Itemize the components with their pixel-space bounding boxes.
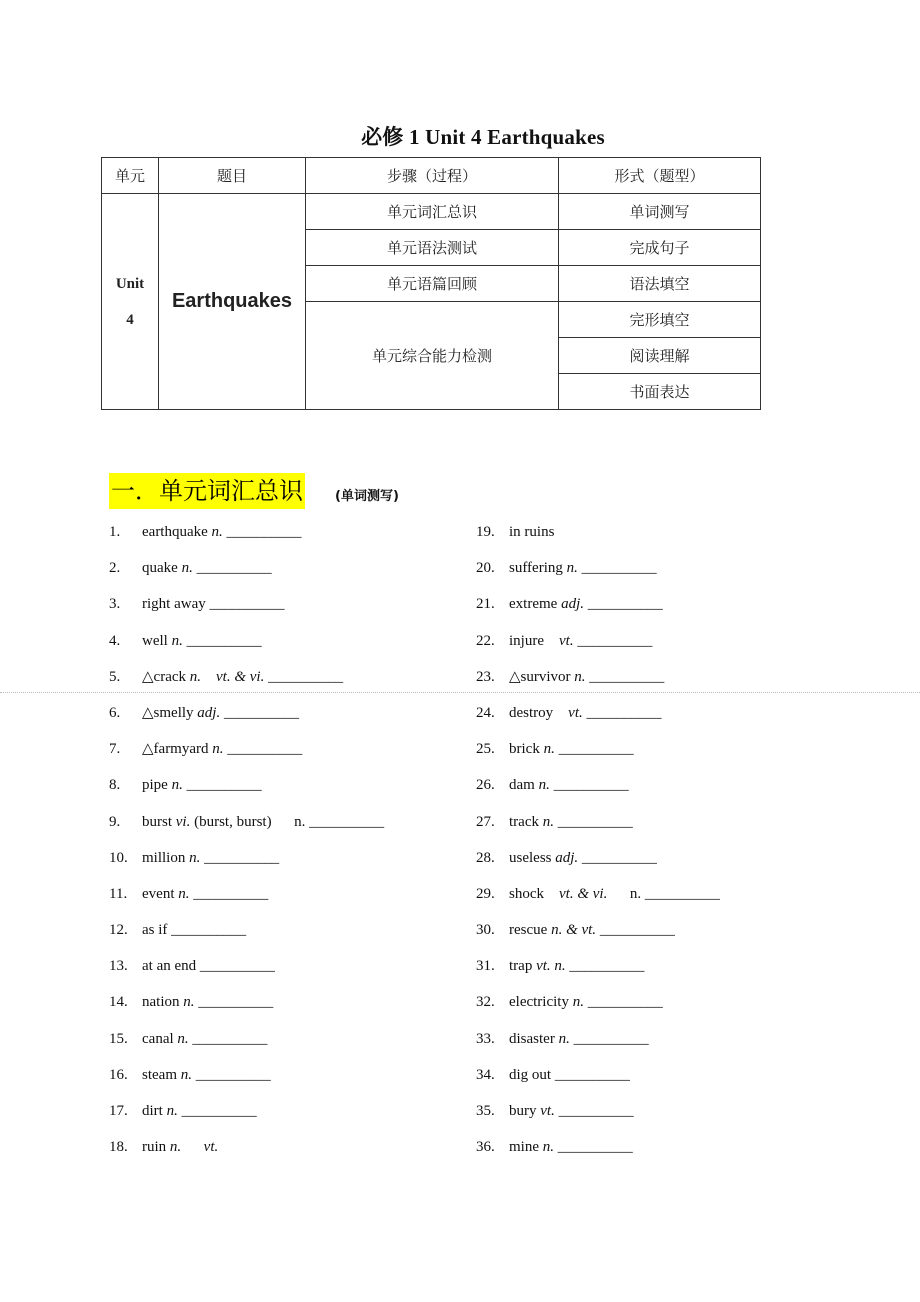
vocab-text (142, 806, 384, 842)
part-of-speech: vt. (559, 632, 574, 649)
part-of-speech: n. (183, 994, 195, 1011)
unit-cell (102, 194, 159, 410)
part-of-speech: n. (178, 885, 190, 902)
vocab-word: shock (509, 885, 559, 902)
answer-blank: __________ (577, 560, 657, 577)
vocab-text (142, 1131, 218, 1167)
vocab-word: nation (142, 994, 184, 1011)
vocab-word: track (509, 813, 543, 830)
answer-blank: __________ (264, 668, 344, 685)
vocab-number: 17. (109, 1103, 128, 1119)
vocab-word: brick (509, 741, 544, 758)
vocab-text (142, 769, 262, 805)
answer-blank: __________ (194, 994, 274, 1011)
answer-blank: __________ (573, 632, 653, 649)
answer-blank: __________ (182, 777, 262, 794)
vocab-text (509, 1131, 633, 1167)
form-cell: 书面表达 (559, 374, 761, 410)
vocab-text (142, 625, 262, 661)
vocab-word: right away (142, 596, 210, 613)
vocab-number: 16. (109, 1066, 128, 1083)
vocab-item (109, 950, 384, 986)
section-heading: 一．单元词汇总识 (109, 473, 305, 509)
answer-blank: __________ (209, 596, 285, 613)
answer-blank: __________ (583, 994, 663, 1011)
vocab-item (109, 914, 384, 950)
part-of-speech: n. (177, 1030, 189, 1047)
vocab-item (109, 552, 384, 588)
vocab-item (476, 588, 720, 624)
vocab-word: electricity (509, 994, 573, 1011)
vocab-item (476, 950, 720, 986)
vocab-number: 14. (109, 994, 128, 1011)
part-of-speech: n. (166, 1103, 178, 1119)
answer-blank: __________ (554, 1103, 634, 1119)
part-of-speech: adj. (561, 596, 584, 613)
vocab-column-right (476, 516, 720, 1167)
vocab-word: dam (509, 777, 539, 794)
vocab-text (142, 588, 284, 624)
vocab-text (142, 1059, 271, 1095)
vocab-item (109, 625, 384, 661)
vocab-text (509, 588, 663, 624)
vocab-word: dig out (509, 1066, 555, 1083)
form-cell: 完形填空 (559, 302, 761, 338)
vocab-text (509, 769, 629, 805)
vocab-text (509, 878, 720, 914)
topic-cell: Earthquakes (159, 194, 306, 410)
answer-blank: __________ (554, 1066, 630, 1083)
part-of-speech: n. (543, 741, 555, 758)
vocab-item (109, 588, 384, 624)
vocab-number: 22. (476, 632, 495, 649)
vocab-word: earthquake (142, 524, 212, 540)
vocab-number: 28. (476, 849, 495, 866)
header-cell: 题目 (159, 158, 306, 194)
vocab-item (476, 697, 720, 733)
header-cell: 形式（题型） (559, 158, 761, 194)
vocab-word: canal (142, 1030, 178, 1047)
answer-blank: __________ (199, 958, 275, 975)
answer-blank: __________ (222, 524, 302, 540)
part-of-speech: n. (572, 994, 584, 1011)
vocab-text (142, 552, 272, 588)
unit-label: Unit (115, 275, 145, 292)
unit-plan-table (101, 157, 761, 410)
vocab-text (509, 806, 633, 842)
answer-blank: (burst, burst) n. __________ (190, 813, 385, 830)
answer-blank: __________ (583, 596, 663, 613)
vocab-number: 19. (476, 524, 495, 540)
vocab-word: trap (509, 958, 537, 975)
vocab-number: 23. (476, 668, 495, 685)
vocab-text (509, 950, 644, 986)
vocab-number: 32. (476, 994, 495, 1011)
vocab-item (476, 552, 720, 588)
vocab-word: well (142, 632, 172, 649)
table-header-row (102, 158, 761, 194)
vocab-text (142, 1023, 267, 1059)
part-of-speech: vt. (540, 1103, 555, 1119)
vocab-word: △survivor (509, 668, 575, 685)
part-of-speech: n. vt. & vi. (189, 668, 265, 685)
vocab-word: in ruins (509, 524, 555, 540)
vocab-text (509, 552, 657, 588)
part-of-speech: n. (189, 849, 201, 866)
vocab-item (109, 878, 384, 914)
vocab-item (476, 769, 720, 805)
vocab-item (476, 733, 720, 769)
part-of-speech: vt. & vi. (559, 885, 608, 902)
unit-number: 4 (126, 311, 134, 328)
vocab-word: event (142, 885, 179, 902)
vocab-number: 30. (476, 922, 495, 939)
part-of-speech: n. (542, 1139, 554, 1156)
vocab-word: suffering (509, 560, 567, 577)
answer-blank: __________ (171, 922, 247, 939)
vocab-item (109, 769, 384, 805)
answer-blank: __________ (177, 1103, 257, 1119)
header-cell: 单元 (102, 158, 159, 194)
part-of-speech: adj. (197, 704, 221, 721)
vocab-item (109, 697, 384, 733)
vocab-word: △farmyard (142, 741, 213, 758)
vocab-word: dirt (142, 1103, 167, 1119)
vocab-text (509, 1023, 649, 1059)
vocab-word: extreme (509, 596, 562, 613)
vocab-text (509, 986, 663, 1022)
vocab-word: pipe (142, 777, 172, 794)
part-of-speech: n. & vt. (551, 922, 597, 939)
vocab-number: 7. (109, 741, 121, 758)
vocab-text (509, 516, 554, 552)
vocab-item (109, 806, 384, 842)
vocab-text (142, 950, 275, 986)
vocab-number: 29. (476, 885, 495, 902)
vocab-text (509, 661, 664, 697)
vocab-number: 4. (109, 632, 121, 649)
part-of-speech: n. (558, 1030, 570, 1047)
part-of-speech: n. (181, 560, 193, 577)
part-of-speech: vt. (568, 704, 583, 721)
answer-blank: __________ (582, 704, 662, 721)
vocab-word: injure (509, 632, 559, 649)
answer-blank: __________ (554, 741, 634, 758)
vocab-column-left (109, 516, 384, 1167)
answer-blank: __________ (565, 958, 645, 975)
vocab-text (142, 1095, 257, 1131)
step-cell: 单元词汇总识 (306, 194, 559, 230)
vocab-number: 1. (109, 524, 121, 540)
answer-blank: __________ (554, 1139, 633, 1156)
vocab-text (509, 697, 662, 733)
vocab-number: 15. (109, 1030, 128, 1047)
vocab-item (109, 1095, 384, 1131)
vocab-number: 20. (476, 560, 495, 577)
vocab-word: useless (509, 849, 556, 866)
header-cell: 步骤（过程） (306, 158, 559, 194)
vocab-item (476, 842, 720, 878)
vocab-number: 8. (109, 777, 121, 794)
vocab-text (509, 733, 634, 769)
answer-blank: __________ (189, 885, 269, 902)
form-cell: 完成句子 (559, 230, 761, 266)
step-cell: 单元语法测试 (306, 230, 559, 266)
vocab-number: 24. (476, 704, 495, 721)
part-of-speech: n. (542, 813, 554, 830)
vocab-number: 27. (476, 813, 495, 830)
vocab-word: as if (142, 922, 172, 939)
vocab-number: 33. (476, 1030, 495, 1047)
vocab-text (509, 842, 657, 878)
vocab-word: bury (509, 1103, 541, 1119)
answer-blank: __________ (578, 849, 657, 866)
answer-blank: __________ (188, 1030, 268, 1047)
vocab-item (476, 1059, 720, 1095)
vocab-text (142, 697, 299, 733)
vocab-item (109, 1059, 384, 1095)
answer-blank: __________ (223, 741, 303, 758)
answer-blank: __________ (192, 1066, 271, 1083)
vocab-item (109, 733, 384, 769)
part-of-speech: vi. (175, 813, 191, 830)
answer-blank: __________ (192, 560, 272, 577)
vocab-item (476, 878, 720, 914)
vocab-number: 34. (476, 1066, 495, 1083)
answer-blank: __________ (596, 922, 675, 939)
part-of-speech: n. (212, 741, 224, 758)
vocab-text (142, 986, 273, 1022)
vocab-number: 9. (109, 813, 121, 830)
vocab-item (109, 842, 384, 878)
part-of-speech: n. (538, 777, 550, 794)
vocab-number: 26. (476, 777, 495, 794)
vocab-word: steam (142, 1066, 181, 1083)
vocab-item (476, 661, 720, 697)
section-header (109, 473, 399, 509)
answer-blank: __________ (220, 704, 299, 721)
part-of-speech: adj. (555, 849, 579, 866)
vocab-number: 12. (109, 922, 128, 939)
vocab-number: 3. (109, 596, 121, 613)
part-of-speech: vt. n. (536, 958, 566, 975)
answer-blank: n. __________ (607, 885, 720, 902)
vocab-number: 13. (109, 958, 128, 975)
vocab-item (476, 1023, 720, 1059)
vocab-item (476, 914, 720, 950)
vocab-item (109, 516, 384, 552)
form-cell: 语法填空 (559, 266, 761, 302)
vocab-word: △crack (142, 668, 190, 685)
vocab-number: 31. (476, 958, 495, 975)
vocab-number: 21. (476, 596, 495, 613)
vocab-number: 18. (109, 1139, 128, 1156)
vocab-text (142, 733, 302, 769)
answer-blank: __________ (585, 668, 665, 685)
vocab-text (142, 878, 268, 914)
vocab-word: disaster (509, 1030, 559, 1047)
vocab-number: 35. (476, 1103, 495, 1119)
vocab-number: 25. (476, 741, 495, 758)
vocab-word: quake (142, 560, 182, 577)
part-of-speech: n. (211, 524, 223, 540)
answer-blank: __________ (553, 813, 633, 830)
vocab-number: 2. (109, 560, 121, 577)
vocab-item (476, 1095, 720, 1131)
answer-blank: __________ (549, 777, 629, 794)
vocab-item (476, 986, 720, 1022)
part-of-speech: n. (574, 668, 586, 685)
vocab-item (476, 625, 720, 661)
vocab-number: 6. (109, 704, 121, 721)
vocab-item (109, 1131, 384, 1167)
vocab-text (509, 1059, 630, 1095)
vocab-word: mine (509, 1139, 543, 1156)
vocab-word: △smelly (142, 704, 198, 721)
answer-blank: __________ (569, 1030, 649, 1047)
vocab-text (509, 1095, 634, 1131)
part-of-speech: n. (171, 632, 183, 649)
step-cell: 单元综合能力检测 (306, 302, 559, 410)
answer-blank: __________ (200, 849, 280, 866)
part-of-speech: n. (566, 560, 578, 577)
vocab-word: ruin (142, 1139, 170, 1156)
vocab-item (109, 1023, 384, 1059)
part-of-speech: n. (180, 1066, 192, 1083)
vocab-item (476, 516, 720, 552)
vocab-word: rescue (509, 922, 552, 939)
vocab-number: 11. (109, 885, 128, 902)
form-cell: 单词测写 (559, 194, 761, 230)
form-cell: 阅读理解 (559, 338, 761, 374)
vocab-text (142, 516, 302, 552)
table-row (102, 194, 761, 230)
vocab-text (142, 661, 343, 697)
vocab-number: 36. (476, 1139, 495, 1156)
vocab-text (509, 914, 675, 950)
part-of-speech: n. vt. (169, 1139, 219, 1156)
vocab-number: 10. (109, 849, 128, 866)
part-of-speech: n. (171, 777, 183, 794)
vocab-item (109, 986, 384, 1022)
vocab-word: at an end (142, 958, 200, 975)
vocab-item (109, 661, 384, 697)
vocab-word: burst (142, 813, 176, 830)
vocab-number: 5. (109, 668, 121, 685)
section-subheading: (单词测写) (335, 489, 399, 504)
answer-blank: __________ (182, 632, 262, 649)
page-title: 必修 1 Unit 4 Earthquakes (361, 125, 605, 149)
vocab-text (142, 842, 279, 878)
vocab-text (142, 914, 246, 950)
vocab-word: destroy (509, 704, 569, 721)
step-cell: 单元语篇回顾 (306, 266, 559, 302)
vocab-item (476, 1131, 720, 1167)
vocab-item (476, 806, 720, 842)
vocab-word: million (142, 849, 190, 866)
vocab-text (509, 625, 652, 661)
